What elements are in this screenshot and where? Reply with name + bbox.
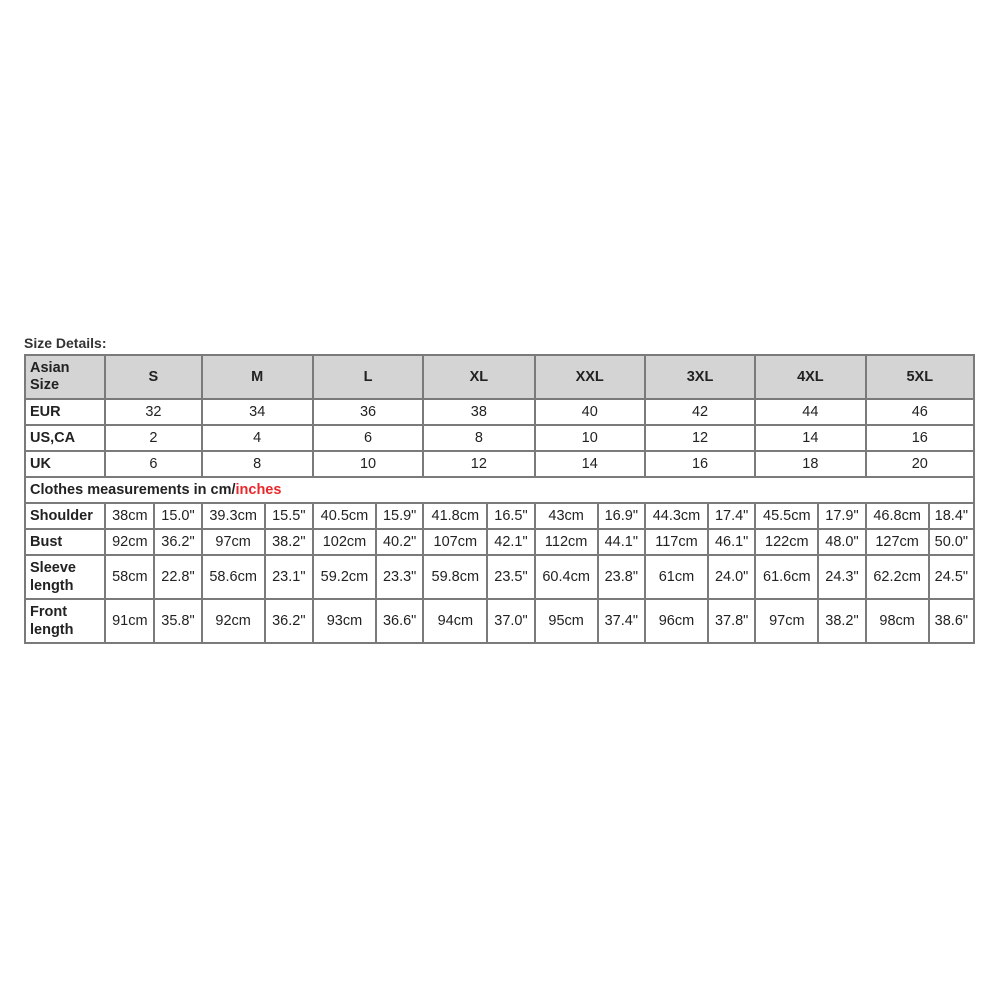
size-header-cell: S <box>105 355 201 399</box>
measurement-row-front-length <box>25 599 974 643</box>
cm-cell: 46.8cm <box>866 503 929 529</box>
size-header-cell: 4XL <box>755 355 865 399</box>
table-cell: 8 <box>202 451 313 477</box>
table-cell: 20 <box>866 451 974 477</box>
conversion-row-us-ca <box>25 425 974 451</box>
inch-cell: 37.8" <box>708 599 755 643</box>
cm-cell: 61cm <box>645 555 708 599</box>
cm-cell: 97cm <box>755 599 818 643</box>
table-cell: 6 <box>105 451 201 477</box>
inch-cell: 18.4" <box>929 503 974 529</box>
row-label: Front length <box>25 599 105 643</box>
inch-cell: 24.5" <box>929 555 974 599</box>
table-cell: 44 <box>755 399 865 425</box>
size-header-cell: 3XL <box>645 355 755 399</box>
inch-cell: 38.2" <box>265 529 313 555</box>
cm-cell: 96cm <box>645 599 708 643</box>
cm-cell: 62.2cm <box>866 555 929 599</box>
inch-cell: 23.1" <box>265 555 313 599</box>
inch-cell: 15.0" <box>154 503 201 529</box>
table-cell: 32 <box>105 399 201 425</box>
inch-cell: 40.2" <box>376 529 423 555</box>
table-cell: 14 <box>535 451 645 477</box>
section-heading: Clothes measurements in cm/inches <box>25 477 974 503</box>
inch-cell: 38.6" <box>929 599 974 643</box>
cm-cell: 97cm <box>202 529 265 555</box>
size-table <box>24 354 975 644</box>
table-cell: 8 <box>423 425 534 451</box>
size-header-cell: 5XL <box>866 355 974 399</box>
inch-cell: 24.3" <box>818 555 865 599</box>
cm-cell: 38cm <box>105 503 154 529</box>
cm-cell: 39.3cm <box>202 503 265 529</box>
row-label: UK <box>25 451 105 477</box>
chart-caption: Size Details: <box>24 335 107 351</box>
table-cell: 38 <box>423 399 534 425</box>
table-cell: 42 <box>645 399 755 425</box>
cm-cell: 95cm <box>535 599 598 643</box>
inch-cell: 17.9" <box>818 503 865 529</box>
table-cell: 14 <box>755 425 865 451</box>
table-cell: 10 <box>313 451 423 477</box>
size-header-cell: XL <box>423 355 534 399</box>
row-label: Bust <box>25 529 105 555</box>
table-cell: 10 <box>535 425 645 451</box>
cm-cell: 92cm <box>105 529 154 555</box>
inch-cell: 37.0" <box>487 599 534 643</box>
row-label: Shoulder <box>25 503 105 529</box>
cm-cell: 59.2cm <box>313 555 376 599</box>
cm-cell: 117cm <box>645 529 708 555</box>
cm-cell: 60.4cm <box>535 555 598 599</box>
cm-cell: 43cm <box>535 503 598 529</box>
inch-cell: 37.4" <box>598 599 645 643</box>
inch-cell: 23.3" <box>376 555 423 599</box>
table-cell: 12 <box>423 451 534 477</box>
measurement-row-shoulder <box>25 503 974 529</box>
asian-size-label: Asian Size <box>25 355 105 399</box>
size-chart <box>24 333 975 644</box>
table-cell: 16 <box>866 425 974 451</box>
size-header-cell: M <box>202 355 313 399</box>
size-header-cell: XXL <box>535 355 645 399</box>
cm-cell: 59.8cm <box>423 555 487 599</box>
inch-cell: 22.8" <box>154 555 201 599</box>
cm-cell: 58cm <box>105 555 154 599</box>
table-cell: 46 <box>866 399 974 425</box>
inch-cell: 23.5" <box>487 555 534 599</box>
inch-cell: 44.1" <box>598 529 645 555</box>
inch-cell: 16.9" <box>598 503 645 529</box>
inch-cell: 24.0" <box>708 555 755 599</box>
row-label: US,CA <box>25 425 105 451</box>
inch-cell: 15.9" <box>376 503 423 529</box>
table-cell: 36 <box>313 399 423 425</box>
measurement-row-sleeve-length <box>25 555 974 599</box>
table-cell: 12 <box>645 425 755 451</box>
inch-cell: 48.0" <box>818 529 865 555</box>
cm-cell: 40.5cm <box>313 503 376 529</box>
cm-cell: 102cm <box>313 529 376 555</box>
inch-cell: 46.1" <box>708 529 755 555</box>
inch-cell: 42.1" <box>487 529 534 555</box>
cm-cell: 58.6cm <box>202 555 265 599</box>
inch-cell: 16.5" <box>487 503 534 529</box>
conversion-row-uk <box>25 451 974 477</box>
table-cell: 4 <box>202 425 313 451</box>
cm-cell: 127cm <box>866 529 929 555</box>
cm-cell: 41.8cm <box>423 503 487 529</box>
cm-cell: 112cm <box>535 529 598 555</box>
cm-cell: 92cm <box>202 599 265 643</box>
row-label: Sleeve length <box>25 555 105 599</box>
cm-cell: 45.5cm <box>755 503 818 529</box>
inch-cell: 36.6" <box>376 599 423 643</box>
table-cell: 40 <box>535 399 645 425</box>
cm-cell: 93cm <box>313 599 376 643</box>
cm-cell: 122cm <box>755 529 818 555</box>
table-cell: 34 <box>202 399 313 425</box>
table-cell: 2 <box>105 425 201 451</box>
table-cell: 18 <box>755 451 865 477</box>
conversion-row-eur <box>25 399 974 425</box>
inch-cell: 17.4" <box>708 503 755 529</box>
cm-cell: 61.6cm <box>755 555 818 599</box>
table-cell: 16 <box>645 451 755 477</box>
cm-cell: 91cm <box>105 599 154 643</box>
cm-cell: 94cm <box>423 599 487 643</box>
inch-cell: 23.8" <box>598 555 645 599</box>
size-header-cell: L <box>313 355 423 399</box>
inch-cell: 50.0" <box>929 529 974 555</box>
inch-cell: 36.2" <box>265 599 313 643</box>
cm-cell: 107cm <box>423 529 487 555</box>
table-cell: 6 <box>313 425 423 451</box>
inch-cell: 36.2" <box>154 529 201 555</box>
inch-cell: 35.8" <box>154 599 201 643</box>
cm-cell: 98cm <box>866 599 929 643</box>
inch-cell: 38.2" <box>818 599 865 643</box>
size-header-row <box>25 355 974 399</box>
cm-cell: 44.3cm <box>645 503 708 529</box>
inch-cell: 15.5" <box>265 503 313 529</box>
measurements-section-row <box>25 477 974 503</box>
measurement-row-bust <box>25 529 974 555</box>
inches-highlight: inches <box>235 482 282 498</box>
row-label: EUR <box>25 399 105 425</box>
